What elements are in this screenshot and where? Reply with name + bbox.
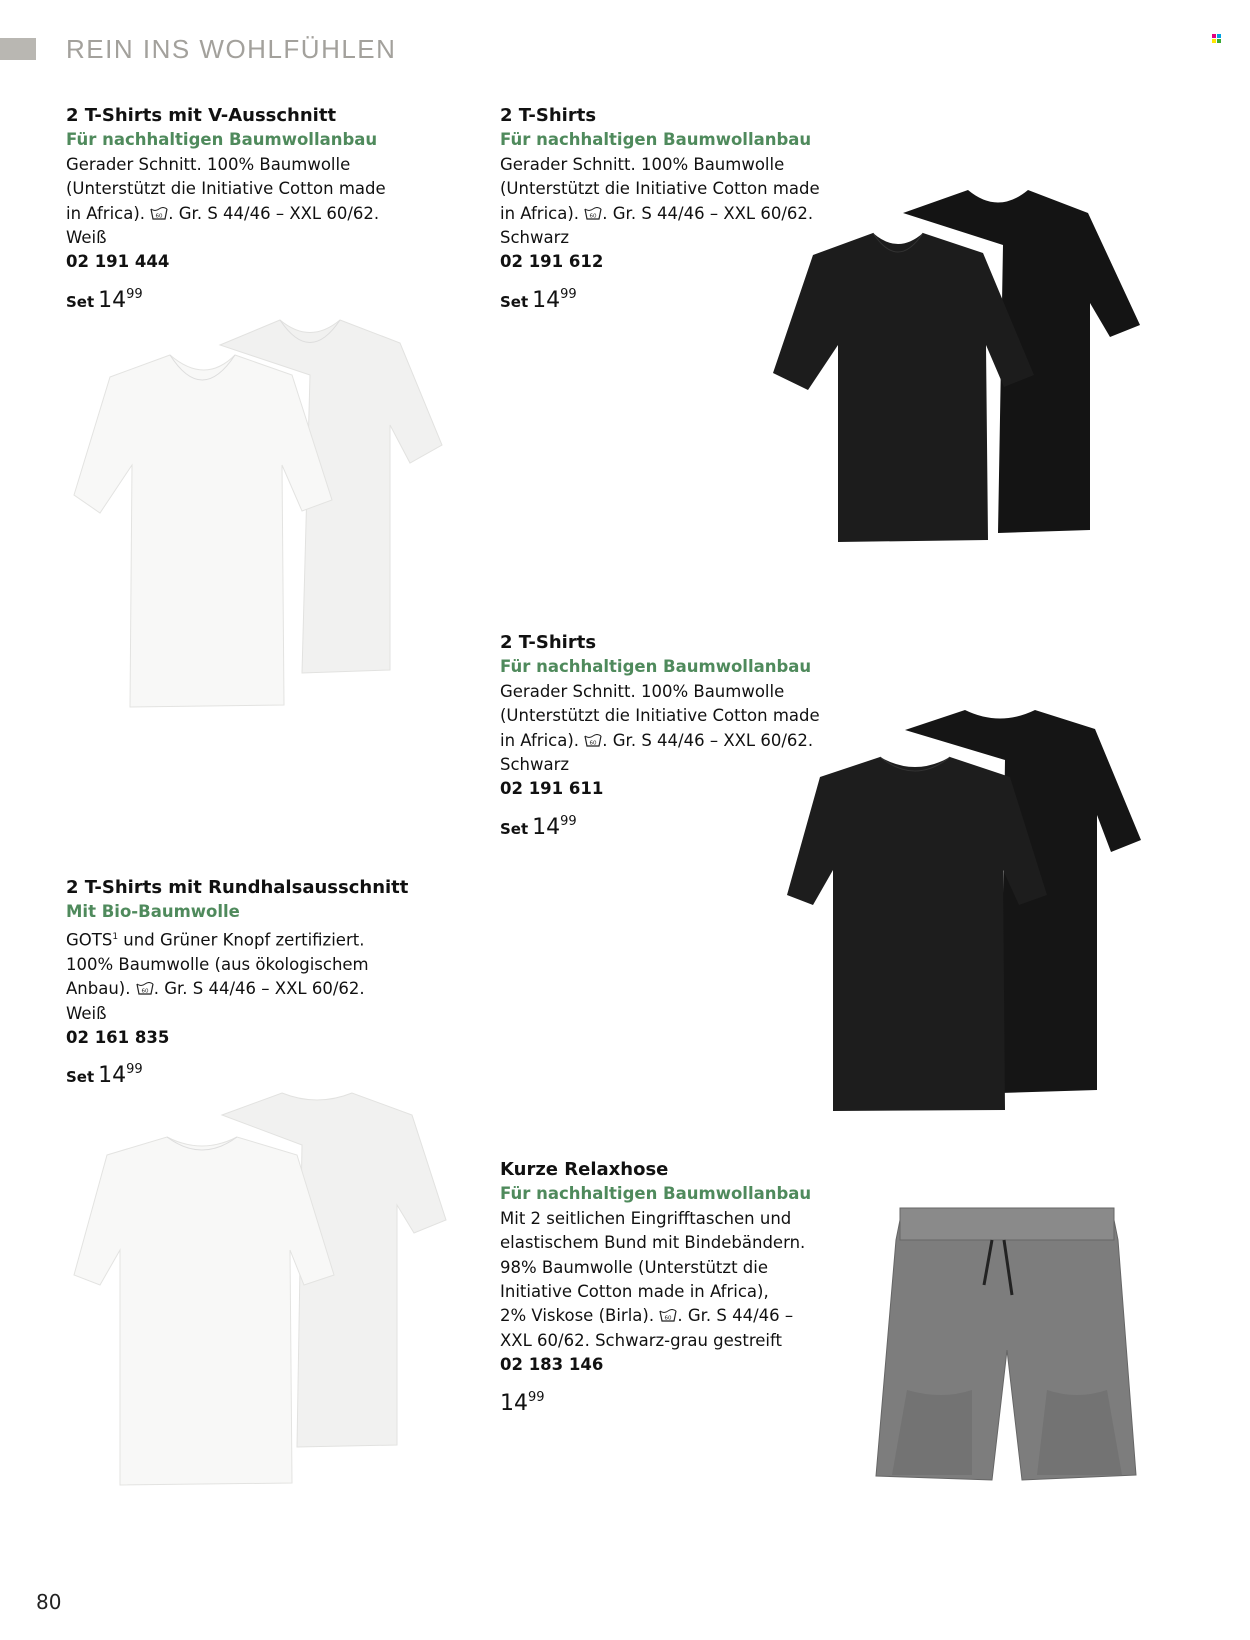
wash-60-icon — [584, 207, 602, 220]
product-desc-line: Gerader Schnitt. 100% Baumwolle — [500, 681, 785, 701]
svg-text:60: 60 — [664, 1315, 672, 1322]
wash-60-icon — [136, 982, 154, 995]
article-number: 02 191 612 — [500, 252, 604, 272]
black-vneck-tshirts-image — [768, 185, 1148, 550]
wash-60-icon — [150, 207, 168, 220]
white-roundneck-tshirts-image — [72, 1085, 452, 1490]
black-roundneck-tshirts-image — [785, 705, 1150, 1115]
product-title: Kurze Relaxhose — [500, 1159, 669, 1180]
svg-text:60: 60 — [589, 213, 597, 220]
white-vneck-tshirts-image — [70, 315, 450, 715]
price: Set $14^{99}$ — [500, 813, 577, 840]
product-desc-line: elastischem Bund mit Bindebändern. — [500, 1233, 806, 1253]
article-number: 02 191 611 — [500, 779, 604, 799]
svg-text:60: 60 — [589, 740, 597, 747]
product-desc-line: in Africa). 60 . Gr. S 44/46 – XXL 60/62. — [500, 203, 814, 223]
color-marks-icon — [1212, 34, 1222, 44]
article-number: 02 191 444 — [66, 252, 170, 272]
product-subtitle: Für nachhaltigen Baumwollanbau — [500, 657, 812, 677]
page-number: 80 — [36, 1590, 62, 1614]
product-title: 2 T-Shirts — [500, 105, 597, 126]
product-desc-line: Initiative Cotton made in Africa), — [500, 1282, 769, 1302]
product-vneck-white — [66, 104, 486, 311]
product-desc-line: Gerader Schnitt. 100% Baumwolle — [500, 154, 785, 174]
wash-60-icon — [659, 1309, 677, 1322]
article-number: 02 161 835 — [66, 1027, 170, 1047]
product-desc-line: in Africa). 60 . Gr. S 44/46 – XXL 60/62. — [500, 730, 814, 750]
product-subtitle: Für nachhaltigen Baumwollanbau — [500, 130, 812, 150]
product-desc-line: (Unterstützt die Initiative Cotton made — [500, 706, 820, 726]
product-color: Weiß — [66, 228, 107, 248]
product-subtitle: Für nachhaltigen Baumwollanbau — [500, 1184, 812, 1204]
price: Set $14^{99}$ — [66, 286, 143, 313]
product-desc-line: 100% Baumwolle (aus ökologischem — [66, 954, 369, 974]
svg-text:60: 60 — [141, 988, 149, 995]
price: $14^{99}$ — [500, 1389, 545, 1416]
product-desc-line: Mit 2 seitlichen Eingrifftaschen und — [500, 1208, 792, 1228]
product-desc-line: Anbau). 60 . Gr. S 44/46 – XXL 60/62. — [66, 979, 365, 999]
product-color: Schwarz — [500, 755, 570, 775]
product-desc-line: in Africa). 60 . Gr. S 44/46 – XXL 60/62. — [66, 203, 380, 223]
section-title: REIN INS WOHLFÜHLEN — [66, 34, 397, 64]
product-color: Schwarz — [500, 228, 570, 248]
product-subtitle: Mit Bio-Baumwolle — [66, 902, 240, 922]
price: Set $14^{99}$ — [500, 286, 577, 313]
article-number: 02 183 146 — [500, 1355, 604, 1375]
product-roundneck-white — [66, 876, 486, 1089]
product-desc-line: XXL 60/62. Schwarz-grau gestreift — [500, 1330, 782, 1350]
product-title: 2 T-Shirts mit Rundhalsausschnitt — [66, 877, 409, 898]
product-desc-line: 98% Baumwolle (Unterstützt die — [500, 1257, 768, 1277]
price: Set $14^{99}$ — [66, 1062, 143, 1089]
product-title: 2 T-Shirts — [500, 632, 597, 653]
wash-60-icon — [584, 734, 602, 747]
product-desc-line: 2% Viskose (Birla). 60 . Gr. S 44/46 – — [500, 1306, 794, 1326]
header-accent-bar — [0, 38, 36, 60]
product-desc-line: (Unterstützt die Initiative Cotton made — [66, 179, 386, 199]
grey-relax-shorts-image — [872, 1200, 1142, 1485]
product-desc-line: (Unterstützt die Initiative Cotton made — [500, 179, 820, 199]
product-subtitle: Für nachhaltigen Baumwollanbau — [66, 130, 378, 150]
svg-text:60: 60 — [155, 213, 163, 220]
product-desc-line: Gerader Schnitt. 100% Baumwolle — [66, 154, 351, 174]
product-color: Weiß — [66, 1003, 107, 1023]
product-title: 2 T-Shirts mit V-Ausschnitt — [66, 105, 337, 126]
product-relax-shorts — [500, 1158, 920, 1414]
product-desc-line: GOTS$^1$ und Grüner Knopf zertifiziert. — [66, 930, 365, 950]
